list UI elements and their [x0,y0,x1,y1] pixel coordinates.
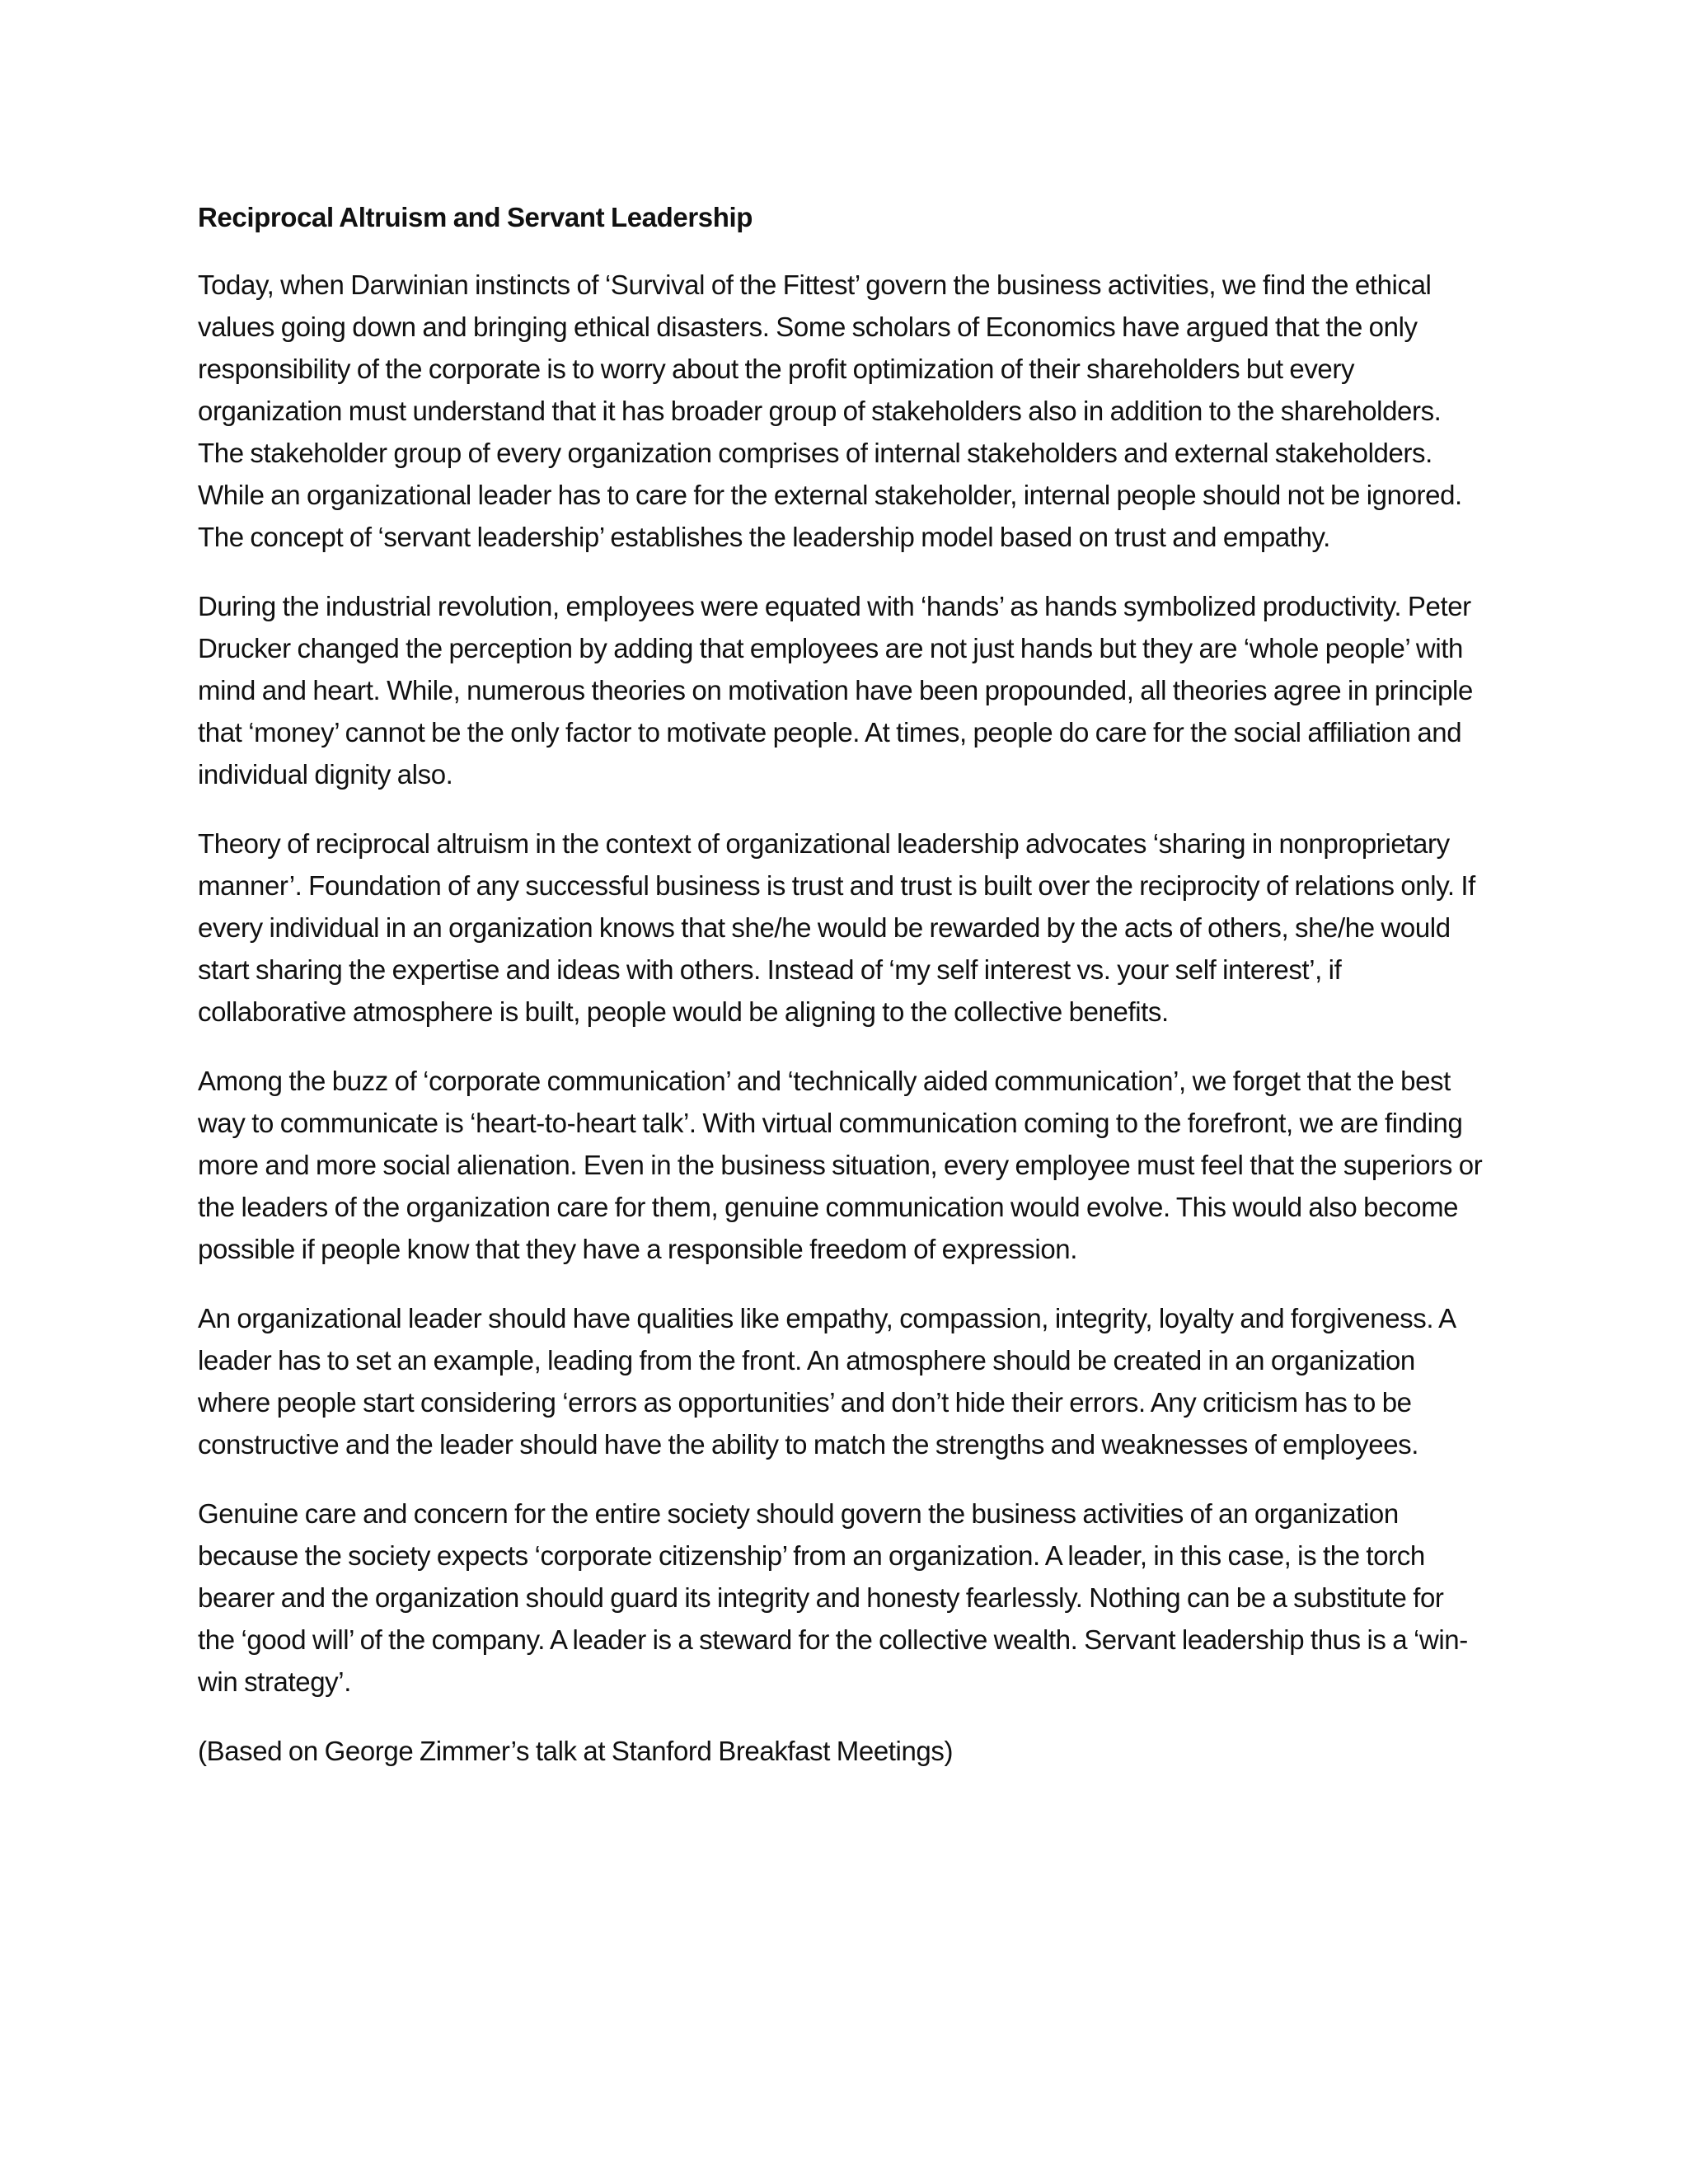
paragraph-2: During the industrial revolution, employees were equated with ‘hands’ as hands symbolized productivity. Peter Drucker changed the perception by adding that employees are not just hands but they are ‘whole people’ with mind and heart. While, numerous theories on motivation have been propounded, all theories agree in principle that ‘money’ cannot be the only factor to motivate people. At times, people do care for the social affiliation and individual dignity also. [198,591,1473,790]
source-credit: (Based on George Zimmer’s talk at Stanford Breakfast Meetings) [198,1736,954,1766]
document-title: Reciprocal Altruism and Servant Leadership [198,202,753,232]
paragraph-6: Genuine care and concern for the entire society should govern the business activities of an organization because the society expects ‘corporate citizenship’ from an organization. A leader, in this case, is the torch bearer and the organization should guard its integrity and honesty fearlessly. Nothing can be a substitute for the ‘good will’ of the company. A leader is a steward for the collective wealth. Servant leadership thus is a ‘win-win strategy’. [198,1498,1468,1697]
paragraph-4: Among the buzz of ‘corporate communication’ and ‘technically aided communication’, we forget that the best way to communicate is ‘heart-to-heart talk’. With virtual communication coming to the forefront, we are finding more and more social alienation. Even in the business situation, every employee must feel that the superiors or the leaders of the organization care for them, genuine communication would evolve. This would also become possible if people know that they have a responsible freedom of expression. [198,1066,1483,1264]
paragraph-1: Today, when Darwinian instincts of ‘Survival of the Fittest’ govern the business activities, we find the ethical values going down and bringing ethical disasters. Some scholars of Economics have argued that the only responsibility of the corporate is to worry about the profit optimization of their shareholders but every organization must understand that it has broader group of stakeholders also in addition to the shareholders. The stakeholder group of every organization comprises of internal stakeholders and external stakeholders. While an organizational leader has to care for the external stakeholder, internal people should not be ignored. The concept of ‘servant leadership’ establishes the leadership model based on trust and empathy. [198,269,1462,552]
paragraph-5: An organizational leader should have qualities like empathy, compassion, integrity, loyalty and forgiveness. A leader has to set an example, leading from the front. An atmosphere should be created in an organization where people start considering ‘errors as opportunities’ and don’t hide their errors. Any criticism has to be constructive and the leader should have the ability to match the strengths and weaknesses of employees. [198,1303,1455,1460]
paragraph-3: Theory of reciprocal altruism in the context of organizational leadership advocates ‘sharing in nonproprietary manner’. Foundation of any successful business is trust and trust is built over the reciprocity of relations only. If every individual in an organization knows that she/he would be rewarded by the acts of others, she/he would start sharing the expertise and ideas with others. Instead of ‘my self interest vs. your self interest’, if collaborative atmosphere is built, people would be aligning to the collective benefits. [198,828,1475,1027]
document-body [198,196,1484,1772]
